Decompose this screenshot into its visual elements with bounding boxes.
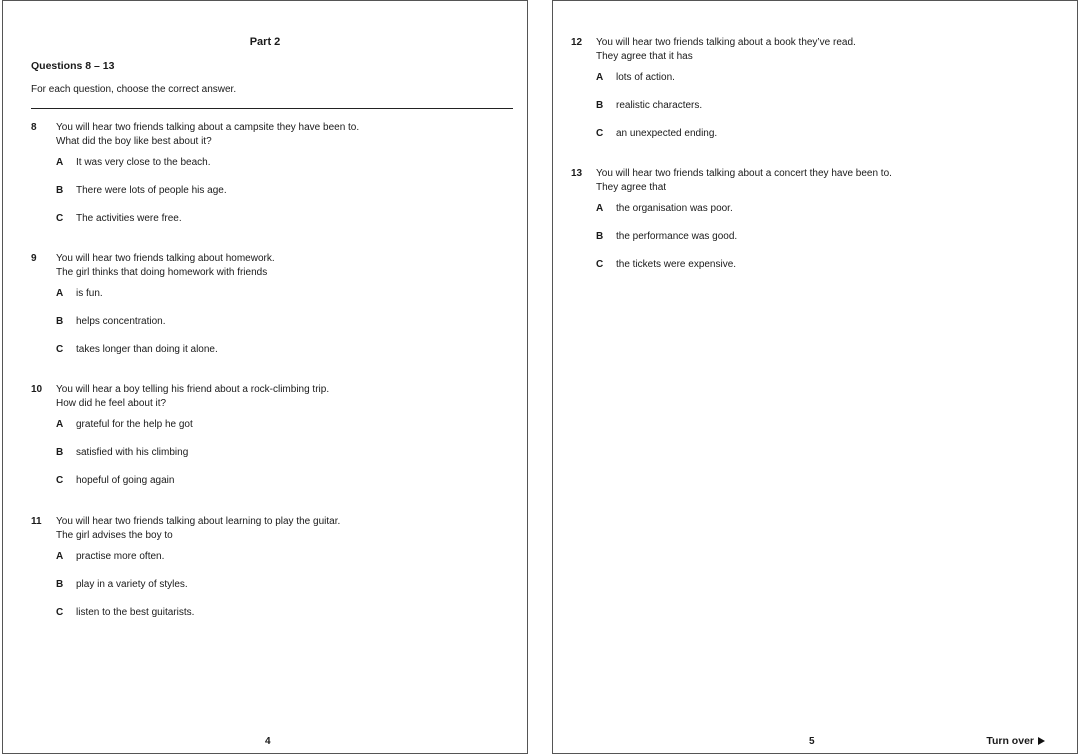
option-b[interactable]	[56, 578, 188, 592]
question-number: 13	[571, 168, 583, 179]
option-text: The activities were free.	[76, 213, 182, 224]
question-11	[31, 515, 511, 625]
option-letter: B	[56, 316, 64, 327]
option-text: takes longer than doing it alone.	[76, 344, 218, 355]
option-text: lots of action.	[616, 72, 675, 83]
question-8	[31, 121, 511, 231]
option-letter: A	[56, 419, 64, 430]
part-title: Part 2	[249, 36, 281, 48]
option-letter: A	[56, 288, 64, 299]
divider-rule	[31, 108, 513, 109]
question-12	[571, 36, 1061, 146]
option-b[interactable]	[596, 99, 702, 113]
turn-over-indicator	[986, 735, 1045, 747]
option-a[interactable]	[56, 418, 193, 432]
question-stem-line2: They agree that	[596, 182, 667, 193]
option-letter: A	[596, 203, 604, 214]
turn-over-label: Turn over	[986, 735, 1034, 747]
question-10	[31, 383, 511, 493]
question-stem-line1: You will hear two friends talking about learning to play the guitar.	[56, 516, 341, 527]
option-letter: B	[596, 100, 604, 111]
option-text: an unexpected ending.	[616, 128, 718, 139]
option-a[interactable]	[596, 71, 675, 85]
option-letter: C	[56, 607, 64, 618]
question-stem-line1: You will hear a boy telling his friend about a rock-climbing trip.	[56, 384, 330, 395]
option-text: the performance was good.	[616, 231, 738, 242]
question-stem-line2: They agree that it has	[596, 51, 693, 62]
option-letter: B	[56, 447, 64, 458]
question-stem-line1: You will hear two friends talking about a concert they have been to.	[596, 168, 892, 179]
option-letter: C	[596, 259, 604, 270]
option-letter: C	[56, 475, 64, 486]
question-stem-line2: The girl advises the boy to	[56, 530, 173, 541]
question-stem-line2: How did he feel about it?	[56, 398, 167, 409]
option-text: helps concentration.	[76, 316, 166, 327]
option-a[interactable]	[56, 287, 103, 301]
option-letter: B	[596, 231, 604, 242]
option-b[interactable]	[56, 446, 188, 460]
play-triangle-icon	[1038, 737, 1045, 745]
option-c[interactable]	[596, 127, 717, 141]
option-text: is fun.	[76, 288, 103, 299]
option-letter: C	[56, 344, 64, 355]
instruction-text: For each question, choose the correct answer.	[31, 84, 237, 95]
question-number: 11	[31, 516, 42, 527]
option-text: realistic characters.	[616, 100, 703, 111]
option-c[interactable]	[56, 606, 194, 620]
question-9	[31, 252, 511, 362]
option-letter: A	[56, 551, 64, 562]
question-number: 9	[31, 253, 37, 264]
page-number: 4	[265, 736, 271, 747]
option-text: hopeful of going again	[76, 475, 175, 486]
page-number: 5	[809, 736, 815, 747]
option-text: play in a variety of styles.	[76, 579, 188, 590]
option-letter: C	[596, 128, 604, 139]
question-stem-line2: The girl thinks that doing homework with friends	[56, 267, 268, 278]
question-stem-line1: You will hear two friends talking about homework.	[56, 253, 275, 264]
option-text: practise more often.	[76, 551, 165, 562]
option-b[interactable]	[56, 184, 227, 198]
option-letter: B	[56, 579, 64, 590]
question-13	[571, 167, 1061, 277]
option-c[interactable]	[596, 258, 736, 272]
option-text: grateful for the help he got	[76, 419, 193, 430]
option-c[interactable]	[56, 343, 218, 357]
option-a[interactable]	[56, 156, 211, 170]
option-text: the organisation was poor.	[616, 203, 733, 214]
exam-page-right	[552, 0, 1078, 754]
question-number: 10	[31, 384, 43, 395]
option-text: the tickets were expensive.	[616, 259, 737, 270]
question-number: 12	[571, 37, 583, 48]
question-number: 8	[31, 122, 37, 133]
question-stem-line1: You will hear two friends talking about a campsite they have been to.	[56, 122, 360, 133]
option-a[interactable]	[596, 202, 733, 216]
option-text: satisfied with his climbing	[76, 447, 189, 458]
questions-range-heading: Questions 8 – 13	[31, 60, 115, 72]
option-letter: A	[56, 157, 64, 168]
option-text: It was very close to the beach.	[76, 157, 211, 168]
question-stem-line2: What did the boy like best about it?	[56, 136, 212, 147]
option-letter: C	[56, 213, 64, 224]
page-gutter	[529, 0, 551, 756]
option-c[interactable]	[56, 212, 182, 226]
option-letter: B	[56, 185, 64, 196]
option-text: There were lots of people his age.	[76, 185, 227, 196]
option-letter: A	[596, 72, 604, 83]
exam-page-left	[2, 0, 528, 754]
option-b[interactable]	[596, 230, 737, 244]
question-stem-line1: You will hear two friends talking about a book they’ve read.	[596, 37, 856, 48]
option-c[interactable]	[56, 474, 174, 488]
option-b[interactable]	[56, 315, 166, 329]
option-text: listen to the best guitarists.	[76, 607, 195, 618]
option-a[interactable]	[56, 550, 164, 564]
